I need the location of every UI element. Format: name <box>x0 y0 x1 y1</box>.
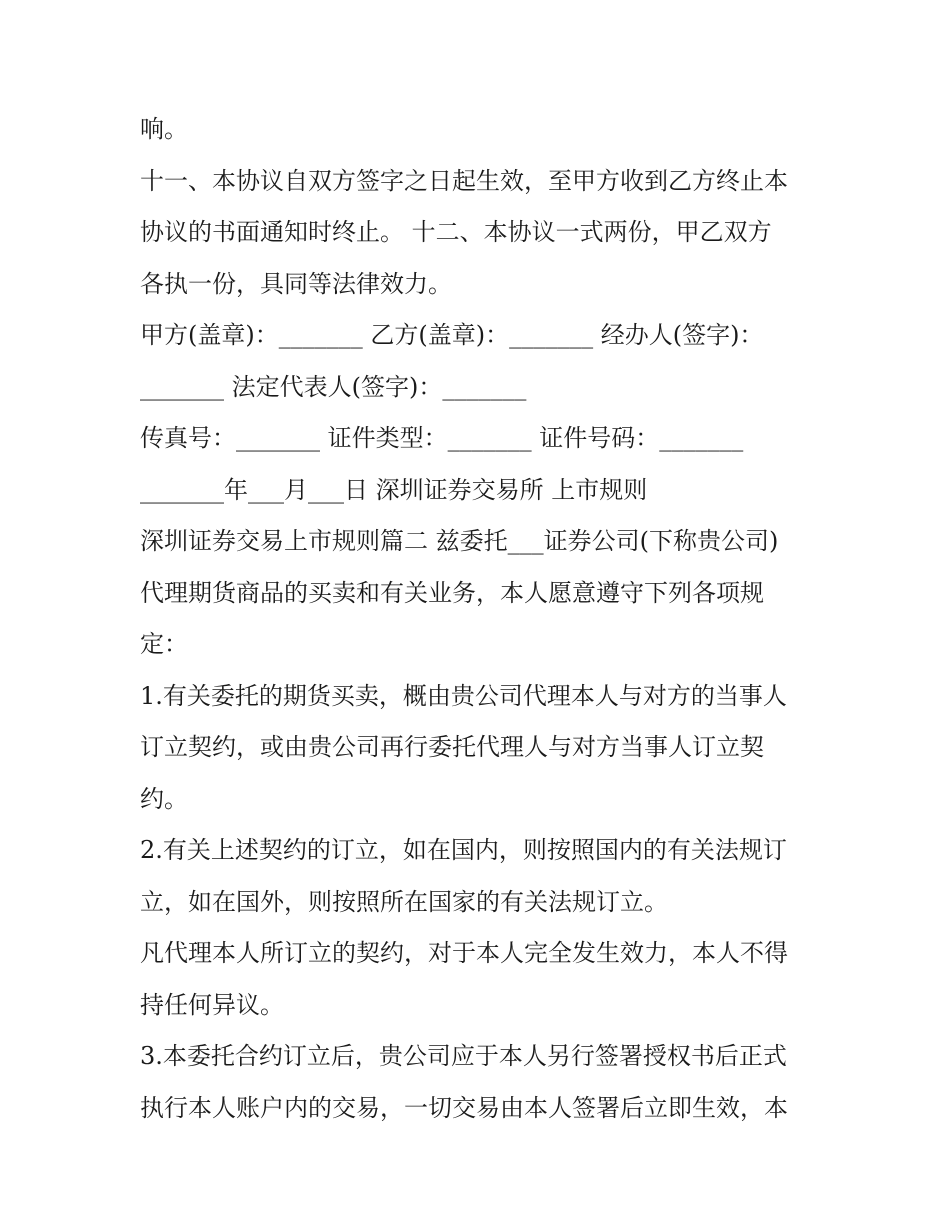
clause-line: 凡代理本人所订立的契约，对于本人完全发生效力，本人不得 <box>140 939 788 967</box>
signature-line: _______ 法定代表人(签字)：_______ <box>140 372 527 401</box>
text-line: 各执一份，具同等法律效力。 <box>140 269 452 298</box>
clause-line: 2.有关上述契约的订立，如在国内，则按照国内的有关法规订 <box>140 836 787 864</box>
date-line: _______年___月___日 深圳证券交易所 上市规则 <box>140 475 648 504</box>
clause-line: 持任何异议。 <box>140 990 284 1019</box>
document-body <box>140 104 830 1134</box>
text-line: 响。 <box>140 115 188 143</box>
clause-line: 执行本人账户内的交易，一切交易由本人签署后立即生效，本 <box>140 1093 788 1122</box>
text-line: 十一、本协议自双方签字之日起生效，至甲方收到乙方终止本 <box>140 166 788 195</box>
clause-line: 1.有关委托的期货买卖，概由贵公司代理本人与对方的当事人 <box>140 681 787 710</box>
text-line: 协议的书面通知时终止。 十二、本协议一式两份，甲乙双方 <box>140 218 772 246</box>
text-line: 定： <box>140 630 188 658</box>
signature-line: 传真号：_______ 证件类型：_______ 证件号码：_______ <box>140 424 744 452</box>
clause-line: 订立契约，或由贵公司再行委托代理人与对方当事人订立契 <box>140 733 764 761</box>
signature-line: 甲方(盖章)：_______ 乙方(盖章)：_______ 经办人(签字)： <box>140 321 764 349</box>
clause-line: 约。 <box>140 784 188 813</box>
text-line: 深圳证券交易上市规则篇二 兹委托___证券公司(下称贵公司) <box>140 527 779 555</box>
text-line: 代理期货商品的买卖和有关业务，本人愿意遵守下列各项规 <box>140 578 764 607</box>
clause-line: 立，如在国外，则按照所在国家的有关法规订立。 <box>140 887 668 916</box>
clause-line: 3.本委托合约订立后，贵公司应于本人另行签署授权书后正式 <box>140 1042 787 1070</box>
